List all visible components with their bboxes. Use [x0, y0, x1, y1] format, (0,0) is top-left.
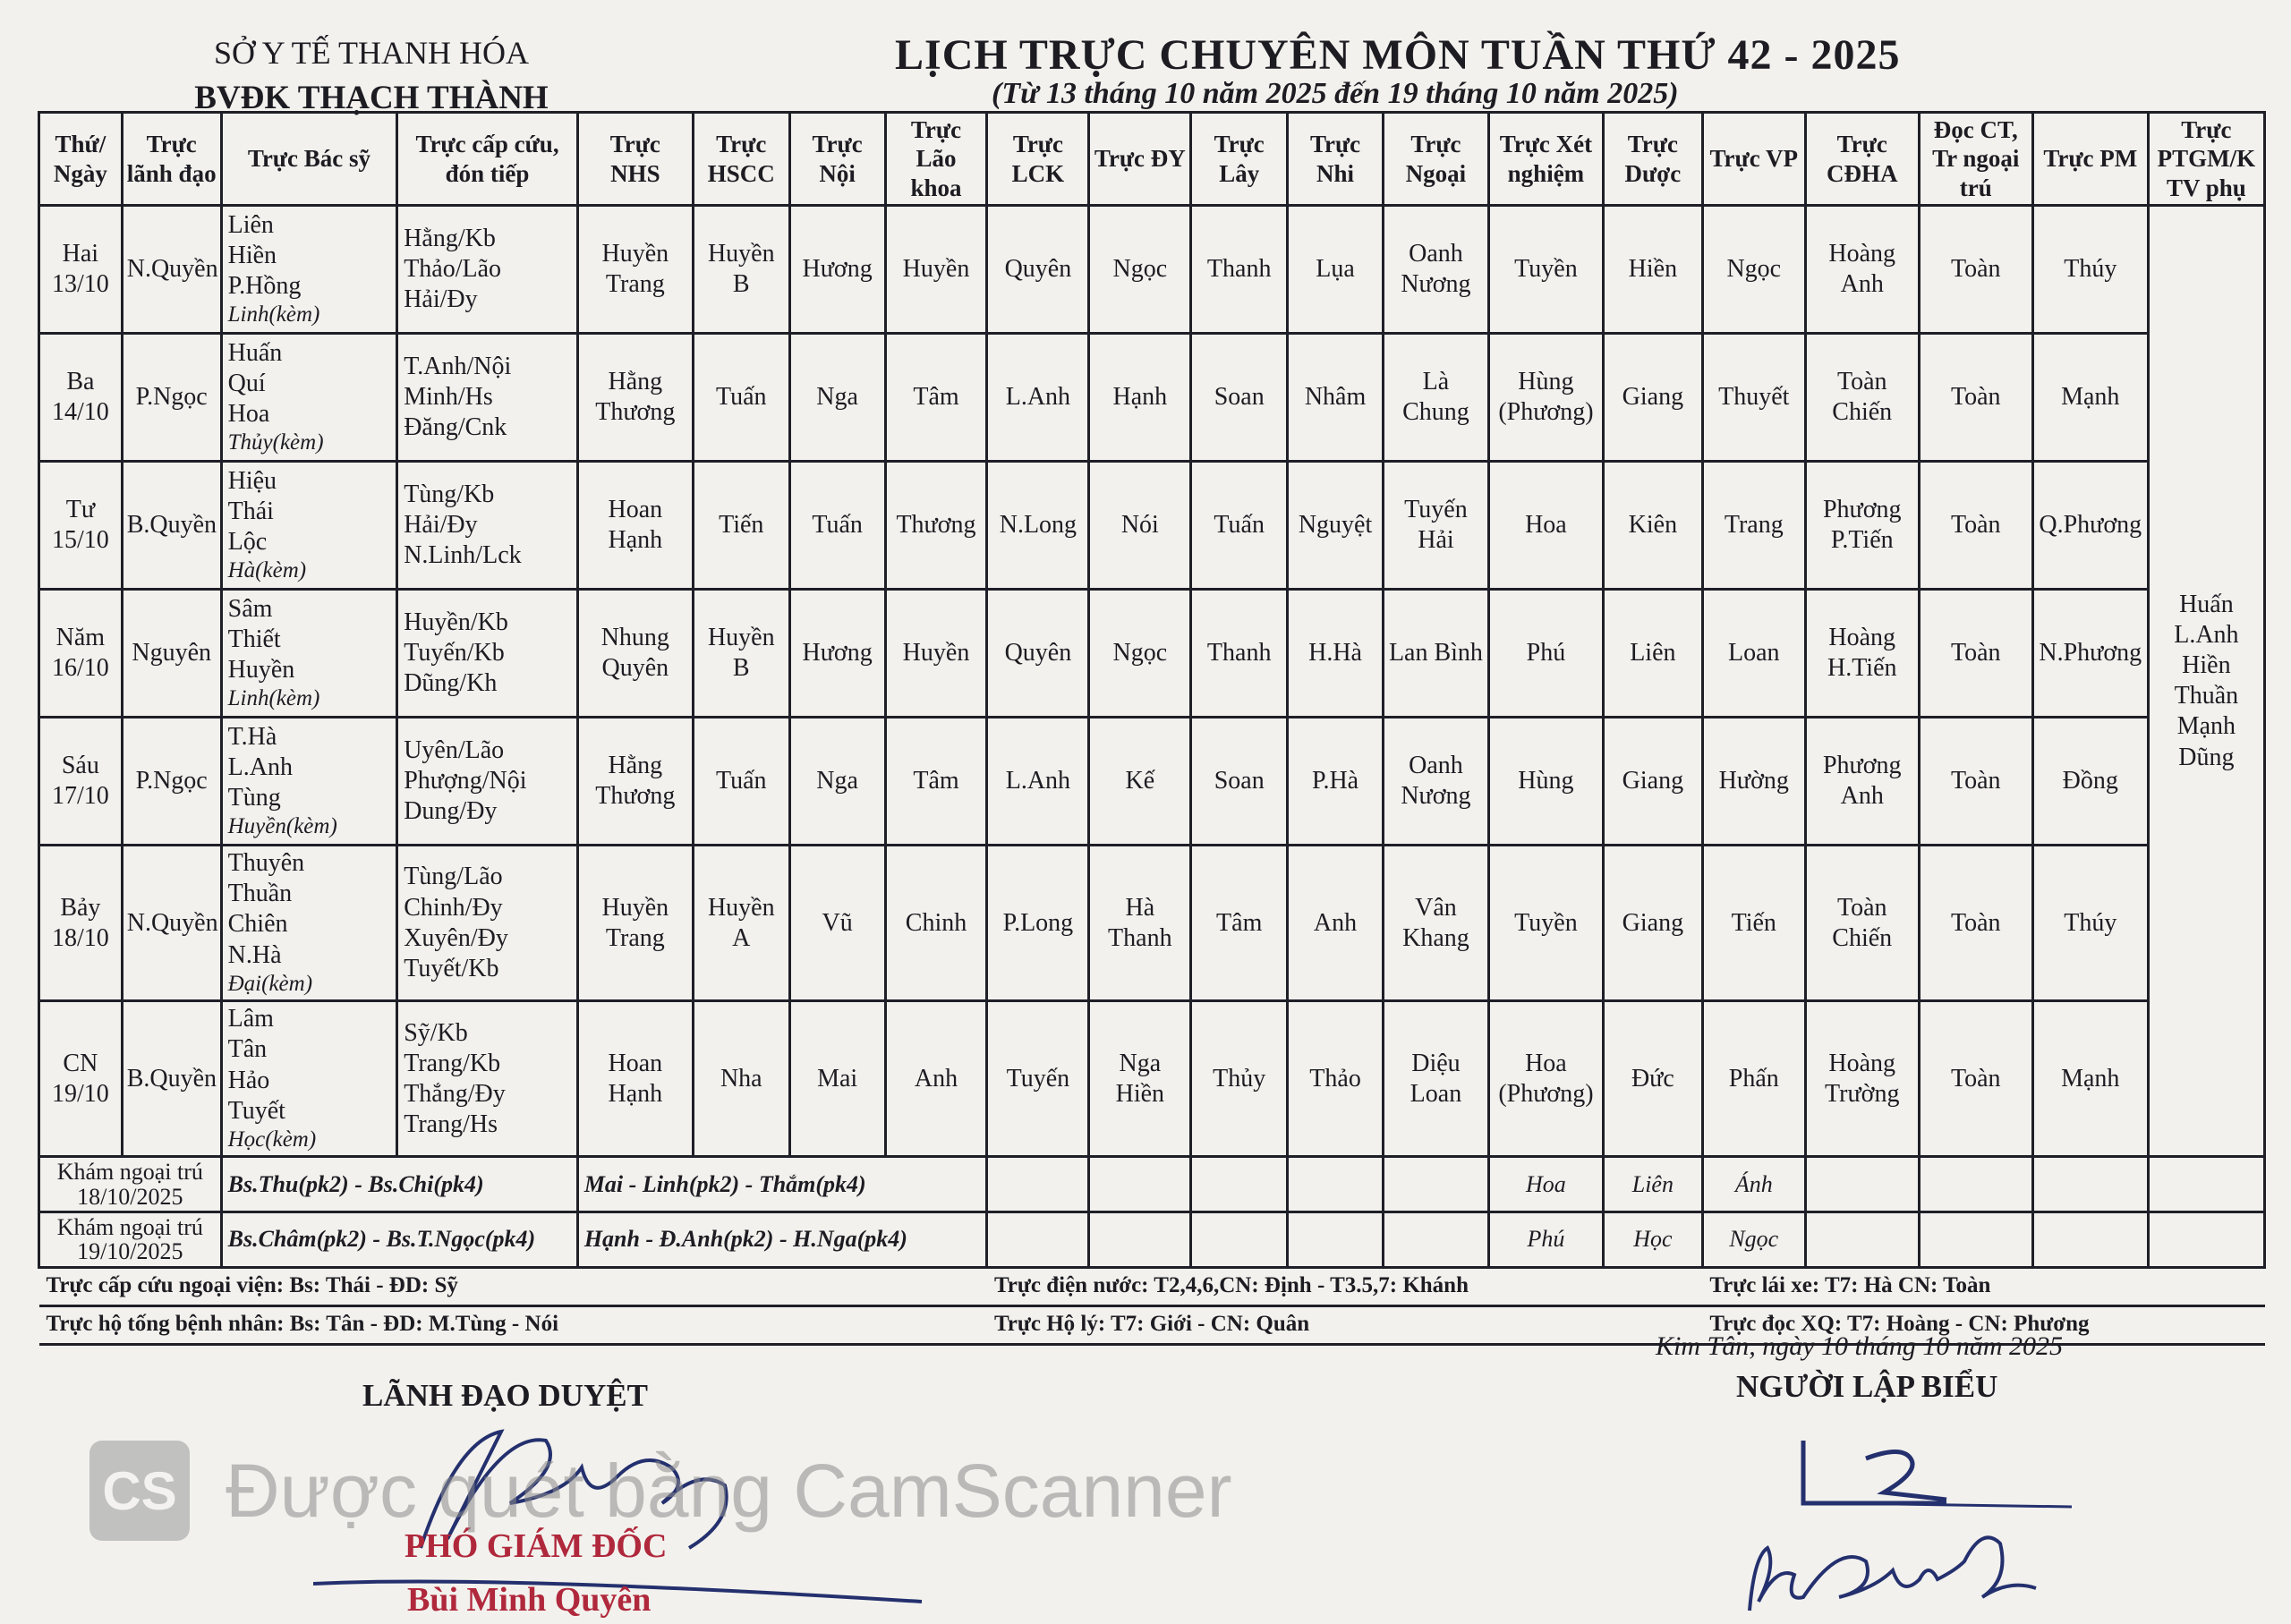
hscc-cell: Nha — [693, 1001, 789, 1157]
empty-cell — [1191, 1157, 1288, 1212]
doctor-name: N.Hà — [227, 940, 282, 969]
emergency-name: Dũng/Kh — [404, 669, 498, 698]
emergency-name: Chinh/Đy — [404, 893, 503, 922]
pm-cell: Đồng — [2032, 718, 2148, 846]
outpatient-vp: Ánh — [1702, 1157, 1805, 1212]
pm-cell: Thúy — [2032, 206, 2148, 334]
lck-cell: Quyên — [987, 590, 1089, 718]
leader-cell: B.Quyền — [122, 1001, 221, 1157]
noi-cell: Nga — [789, 718, 885, 846]
doctor-name: Thuần — [227, 880, 293, 908]
day-date: 15/10 — [51, 526, 109, 555]
nhi-cell: H.Hà — [1288, 590, 1384, 718]
pm-cell: Mạnh — [2032, 334, 2148, 462]
table-row — [39, 1001, 2265, 1157]
column-header: Trực lãnh đạo — [122, 113, 221, 206]
doctor-name: Hoa — [227, 400, 270, 428]
laokhoa-cell: Huyền — [885, 590, 987, 718]
outpatient-duoc: Học — [1603, 1212, 1702, 1268]
preparer-title: NGƯỜI LẬP BIỂU — [1736, 1369, 1998, 1404]
outpatient-nurses: Mai - Linh(pk2) - Thắm(pk4) — [577, 1157, 987, 1212]
vp-cell: Thuyết — [1702, 334, 1805, 462]
column-header: Trực Bác sỹ — [221, 113, 397, 206]
outpatient-xetnghiem: Phú — [1488, 1212, 1603, 1268]
doctor-cell — [221, 462, 397, 590]
column-header: Trực LCK — [987, 113, 1089, 206]
hscc-cell: Tiến — [693, 462, 789, 590]
vp-cell: Phấn — [1702, 1001, 1805, 1157]
emergency-name: Xuyên/Đy — [404, 923, 508, 952]
day-name: Ba — [66, 368, 95, 396]
day-cell — [39, 590, 123, 718]
xetnghiem-cell: Tuyền — [1488, 206, 1603, 334]
column-header: Trực ĐY — [1089, 113, 1191, 206]
laokhoa-cell: Chinh — [885, 846, 987, 1001]
hscc-cell: Tuấn — [693, 718, 789, 846]
ngoai-cell: Tuyến Hải — [1383, 462, 1488, 590]
empty-cell — [1805, 1157, 1919, 1212]
empty-cell — [1288, 1212, 1384, 1268]
day-cell — [39, 1001, 123, 1157]
outpatient-nurses: Hạnh - Đ.Anh(pk2) - H.Nga(pk4) — [577, 1212, 987, 1268]
preparer-signature — [1732, 1432, 2143, 1624]
emergency-name: Huyền/Kb — [404, 608, 508, 636]
emergency-name: Hải/Đy — [404, 285, 478, 314]
doctor-cell — [221, 846, 397, 1001]
lay-cell: Tuấn — [1191, 462, 1288, 590]
day-date: 18/10 — [51, 923, 109, 952]
duoc-cell: Giang — [1603, 334, 1702, 462]
empty-cell — [2032, 1157, 2148, 1212]
footer-right: Trực đọc XQ: T7: Hoàng - CN: Phương — [1702, 1305, 2264, 1344]
ct-cell: Toàn — [1919, 846, 2032, 1001]
dy-cell: Ngọc — [1089, 590, 1191, 718]
noi-cell: Mai — [789, 1001, 885, 1157]
nhs-cell: Hoan Hạnh — [577, 1001, 693, 1157]
empty-cell — [987, 1212, 1089, 1268]
cdha-cell: Phương Anh — [1805, 718, 1919, 846]
outpatient-label: Khám ngoại trú 18/10/2025 — [39, 1157, 222, 1212]
lck-cell: Quyên — [987, 206, 1089, 334]
ptgm-cell: Huấn L.Anh Hiền Thuần Mạnh Dũng — [2148, 206, 2264, 1157]
ngoai-cell: Là Chung — [1383, 334, 1488, 462]
empty-cell — [2032, 1212, 2148, 1268]
hospital-name: BVĐK THẠCH THÀNH — [194, 80, 549, 116]
doctor-name: Thiết — [227, 625, 281, 653]
doctor-name: Quí — [227, 369, 266, 397]
day-name: Sáu — [61, 752, 99, 780]
vp-cell: Loan — [1702, 590, 1805, 718]
header-row — [39, 113, 2265, 206]
empty-cell — [1089, 1157, 1191, 1212]
doctor-trainee: Linh(kèm) — [227, 302, 320, 327]
doctor-name: Huấn — [227, 338, 283, 367]
nhi-cell: Anh — [1288, 846, 1384, 1001]
doctor-name: Hảo — [227, 1066, 270, 1094]
camscanner-watermark — [89, 1441, 1232, 1541]
doctor-trainee: Đại(kèm) — [227, 971, 313, 996]
xetnghiem-cell: Hùng — [1488, 718, 1603, 846]
doctor-trainee: Linh(kèm) — [227, 686, 320, 711]
doctor-trainee: Huyền(kèm) — [227, 814, 337, 839]
emergency-cell — [397, 462, 578, 590]
doctor-name: Huyền — [227, 656, 295, 684]
table-row — [39, 718, 2265, 846]
dy-cell: Ngọc — [1089, 206, 1191, 334]
duty-roster-table — [38, 111, 2266, 1346]
pm-cell: Q.Phương — [2032, 462, 2148, 590]
emergency-name: Tùng/Lão — [404, 863, 503, 891]
ngoai-cell: Diệu Loan — [1383, 1001, 1488, 1157]
lck-cell: P.Long — [987, 846, 1089, 1001]
doctor-cell — [221, 718, 397, 846]
emergency-name: Đăng/Cnk — [404, 413, 507, 442]
cdha-cell: Hoàng Trường — [1805, 1001, 1919, 1157]
column-header: Trực VP — [1702, 113, 1805, 206]
laokhoa-cell: Thương — [885, 462, 987, 590]
day-date: 16/10 — [51, 654, 109, 683]
empty-cell — [1805, 1212, 1919, 1268]
table-row — [39, 846, 2265, 1001]
column-header: Trực PM — [2032, 113, 2148, 206]
emergency-name: Phượng/Nội — [404, 767, 527, 795]
ct-cell: Toàn — [1919, 1001, 2032, 1157]
emergency-cell — [397, 718, 578, 846]
hscc-cell: Huyền A — [693, 846, 789, 1001]
dy-cell: Hạnh — [1089, 334, 1191, 462]
dy-cell: Nga Hiền — [1089, 1001, 1191, 1157]
emergency-cell — [397, 334, 578, 462]
column-header: Thứ/ Ngày — [39, 113, 123, 206]
emergency-name: Hằng/Kb — [404, 224, 496, 252]
ct-cell: Toàn — [1919, 718, 2032, 846]
emergency-cell — [397, 206, 578, 334]
nhi-cell: P.Hà — [1288, 718, 1384, 846]
empty-cell — [1383, 1157, 1488, 1212]
lck-cell: L.Anh — [987, 718, 1089, 846]
emergency-name: Uyên/Lão — [404, 735, 505, 764]
laokhoa-cell: Huyền — [885, 206, 987, 334]
doctor-name: L.Anh — [227, 752, 293, 781]
empty-cell — [1191, 1212, 1288, 1268]
column-header: Trực Ngoại — [1383, 113, 1488, 206]
column-header: Đọc CT, Tr ngoại trú — [1919, 113, 2032, 206]
laokhoa-cell: Anh — [885, 1001, 987, 1157]
department-name: SỞ Y TẾ THANH HÓA — [213, 35, 529, 71]
emergency-name: Sỹ/Kb — [404, 1018, 468, 1047]
hscc-cell: Huyền B — [693, 590, 789, 718]
lay-cell: Thủy — [1191, 1001, 1288, 1157]
cdha-cell: Hoàng H.Tiến — [1805, 590, 1919, 718]
day-cell — [39, 846, 123, 1001]
outpatient-doctors: Bs.Thu(pk2) - Bs.Chi(pk4) — [221, 1157, 577, 1212]
day-name: Năm — [55, 624, 106, 652]
emergency-name: Thảo/Lão — [404, 255, 502, 284]
laokhoa-cell: Tâm — [885, 334, 987, 462]
emergency-name: Tùng/Kb — [404, 480, 495, 508]
lay-cell: Soan — [1191, 334, 1288, 462]
ngoai-cell: Vân Khang — [1383, 846, 1488, 1001]
doctor-trainee: Thủy(kèm) — [227, 430, 324, 455]
noi-cell: Hương — [789, 206, 885, 334]
duoc-cell: Liên — [1603, 590, 1702, 718]
doctor-cell — [221, 206, 397, 334]
ct-cell: Toàn — [1919, 206, 2032, 334]
column-header: Trực Dược — [1603, 113, 1702, 206]
table-row — [39, 206, 2265, 334]
ct-cell: Toàn — [1919, 334, 2032, 462]
column-header: Trực HSCC — [693, 113, 789, 206]
doctor-name: Liên — [227, 210, 274, 239]
doctor-cell — [221, 590, 397, 718]
doctor-name: Lâm — [227, 1005, 274, 1033]
xetnghiem-cell: Hoa (Phương) — [1488, 1001, 1603, 1157]
doctor-name: Thái — [227, 497, 274, 525]
cdha-cell: Toàn Chiến — [1805, 846, 1919, 1001]
day-cell — [39, 334, 123, 462]
outpatient-duoc: Liên — [1603, 1157, 1702, 1212]
nhi-cell: Nhâm — [1288, 334, 1384, 462]
emergency-name: Trang/Kb — [404, 1049, 501, 1077]
empty-cell — [1919, 1157, 2032, 1212]
footer-middle: Trực điện nước: T2,4,6,CN: Định - T3.5,7: Khánh — [987, 1267, 1702, 1305]
cdha-cell: Toàn Chiến — [1805, 334, 1919, 462]
day-cell — [39, 462, 123, 590]
doctor-trainee: Hà(kèm) — [227, 558, 307, 583]
approver-position: PHÓ GIÁM ĐỐC — [405, 1527, 668, 1565]
leader-cell: P.Ngọc — [122, 718, 221, 846]
xetnghiem-cell: Tuyền — [1488, 846, 1603, 1001]
column-header: Trực NHS — [577, 113, 693, 206]
camscanner-logo-icon: CS — [89, 1441, 190, 1541]
table-row — [39, 462, 2265, 590]
day-date: 17/10 — [51, 782, 109, 811]
laokhoa-cell: Tâm — [885, 718, 987, 846]
noi-cell: Hương — [789, 590, 885, 718]
duoc-cell: Kiên — [1603, 462, 1702, 590]
emergency-name: Tuyến/Kb — [404, 639, 505, 667]
day-name: Hai — [62, 240, 99, 268]
empty-cell — [2148, 1157, 2264, 1212]
emergency-name: Hải/Đy — [404, 511, 478, 540]
noi-cell: Nga — [789, 334, 885, 462]
ngoai-cell: Oanh Nương — [1383, 718, 1488, 846]
hscc-cell: Huyền B — [693, 206, 789, 334]
emergency-cell — [397, 1001, 578, 1157]
emergency-name: N.Linh/Lck — [404, 541, 522, 570]
footer-left: Trực cấp cứu ngoại viện: Bs: Thái - ĐD: Sỹ — [39, 1267, 987, 1305]
duoc-cell: Đức — [1603, 1001, 1702, 1157]
hscc-cell: Tuấn — [693, 334, 789, 462]
doctor-name: Tùng — [227, 784, 281, 812]
table-row — [39, 590, 2265, 718]
leader-cell: N.Quyền — [122, 206, 221, 334]
day-cell — [39, 718, 123, 846]
nhi-cell: Lụa — [1288, 206, 1384, 334]
column-header: Trực CĐHA — [1805, 113, 1919, 206]
doctor-name: Lộc — [227, 528, 268, 556]
emergency-name: Tuyết/Kb — [404, 954, 499, 982]
empty-cell — [1919, 1212, 2032, 1268]
signing-date: Kim Tân, ngày 10 tháng 10 năm 2025 — [1656, 1331, 2064, 1361]
leader-cell: Nguyên — [122, 590, 221, 718]
xetnghiem-cell: Hùng (Phương) — [1488, 334, 1603, 462]
emergency-name: Thắng/Đy — [404, 1079, 506, 1108]
day-date: 19/10 — [51, 1079, 109, 1108]
day-cell — [39, 206, 123, 334]
outpatient-xetnghiem: Hoa — [1488, 1157, 1603, 1212]
day-date: 14/10 — [51, 398, 109, 427]
emergency-name: T.Anh/Nội — [404, 352, 512, 380]
pm-cell: Mạnh — [2032, 1001, 2148, 1157]
emergency-name: Trang/Hs — [404, 1110, 498, 1139]
outpatient-vp: Ngọc — [1702, 1212, 1805, 1268]
vp-cell: Trang — [1702, 462, 1805, 590]
date-range: (Từ 13 tháng 10 năm 2025 đến 19 tháng 10 năm 2025) — [992, 77, 1679, 110]
dy-cell: Nói — [1089, 462, 1191, 590]
doctor-name: P.Hồng — [227, 272, 302, 300]
nhs-cell: Nhung Quyên — [577, 590, 693, 718]
duoc-cell: Hiền — [1603, 206, 1702, 334]
cdha-cell: Phương P.Tiến — [1805, 462, 1919, 590]
ct-cell: Toàn — [1919, 462, 2032, 590]
doctor-name: Thuyên — [227, 849, 305, 878]
vp-cell: Hường — [1702, 718, 1805, 846]
footer-left: Trực hộ tống bệnh nhân: Bs: Tân - ĐD: M.Tùng - Nói — [39, 1305, 987, 1344]
emergency-name: Minh/Hs — [404, 383, 493, 412]
leader-cell: N.Quyền — [122, 846, 221, 1001]
duoc-cell: Giang — [1603, 718, 1702, 846]
doctor-name: T.Hà — [227, 722, 277, 751]
day-date: 13/10 — [51, 270, 109, 299]
table-row — [39, 334, 2265, 462]
nhs-cell: Hằng Thương — [577, 334, 693, 462]
day-name: CN — [63, 1049, 98, 1077]
doctor-trainee: Học(kèm) — [227, 1127, 317, 1152]
emergency-name: Dung/Đy — [404, 797, 498, 826]
vp-cell: Ngọc — [1702, 206, 1805, 334]
footer-right: Trực lái xe: T7: Hà CN: Toàn — [1702, 1267, 2264, 1305]
ct-cell: Toàn — [1919, 590, 2032, 718]
column-header: Trực Nhi — [1288, 113, 1384, 206]
nhs-cell: Huyền Trang — [577, 206, 693, 334]
lck-cell: Tuyến — [987, 1001, 1089, 1157]
xetnghiem-cell: Phú — [1488, 590, 1603, 718]
empty-cell — [1288, 1157, 1384, 1212]
doctor-cell — [221, 334, 397, 462]
nhs-cell: Hằng Thương — [577, 718, 693, 846]
watermark-text: Được quét bằng CamScanner — [226, 1448, 1232, 1533]
day-name: Tư — [65, 496, 95, 524]
column-header: Trực cấp cứu, đón tiếp — [397, 113, 578, 206]
noi-cell: Tuấn — [789, 462, 885, 590]
lay-cell: Thanh — [1191, 590, 1288, 718]
emergency-cell — [397, 846, 578, 1001]
empty-cell — [987, 1157, 1089, 1212]
nhi-cell: Thảo — [1288, 1001, 1384, 1157]
xetnghiem-cell: Hoa — [1488, 462, 1603, 590]
doctor-name: Hiền — [227, 241, 277, 269]
footer-middle: Trực Hộ lý: T7: Giới - CN: Quân — [987, 1305, 1702, 1344]
column-header: Trực Lão khoa — [885, 113, 987, 206]
approver-name: Bùi Minh Quyên — [407, 1581, 652, 1619]
empty-cell — [2148, 1212, 2264, 1268]
column-header: Trực Xét nghiệm — [1488, 113, 1603, 206]
doctor-name: Tuyết — [227, 1096, 285, 1125]
lay-cell: Soan — [1191, 718, 1288, 846]
empty-cell — [1383, 1212, 1488, 1268]
lay-cell: Tâm — [1191, 846, 1288, 1001]
outpatient-row — [39, 1157, 2265, 1212]
noi-cell: Vũ — [789, 846, 885, 1001]
cdha-cell: Hoàng Anh — [1805, 206, 1919, 334]
lck-cell: N.Long — [987, 462, 1089, 590]
leader-cell: P.Ngọc — [122, 334, 221, 462]
dy-cell: Hà Thanh — [1089, 846, 1191, 1001]
lay-cell: Thanh — [1191, 206, 1288, 334]
doctor-name: Tân — [227, 1035, 268, 1064]
outpatient-row — [39, 1212, 2265, 1268]
approval-title: LÃNH ĐẠO DUYỆT — [362, 1378, 648, 1413]
column-header: Trực PTGM/K TV phụ — [2148, 113, 2264, 206]
outpatient-doctors: Bs.Châm(pk2) - Bs.T.Ngọc(pk4) — [221, 1212, 577, 1268]
doctor-name: Sâm — [227, 594, 273, 623]
column-header: Trực Nội — [789, 113, 885, 206]
column-header: Trực Lây — [1191, 113, 1288, 206]
pm-cell: N.Phương — [2032, 590, 2148, 718]
outpatient-label: Khám ngoại trú 19/10/2025 — [39, 1212, 222, 1268]
doctor-cell — [221, 1001, 397, 1157]
day-name: Bảy — [60, 893, 101, 922]
empty-cell — [1089, 1212, 1191, 1268]
nhs-cell: Hoan Hạnh — [577, 462, 693, 590]
nhs-cell: Huyền Trang — [577, 846, 693, 1001]
doctor-name: Chiên — [227, 910, 288, 939]
ngoai-cell: Lan Bình — [1383, 590, 1488, 718]
leader-cell: B.Quyền — [122, 462, 221, 590]
page-title: LỊCH TRỰC CHUYÊN MÔN TUẦN THỨ 42 - 2025 — [895, 31, 1901, 79]
doctor-name: Hiệu — [227, 466, 277, 495]
footer-row — [39, 1267, 2265, 1305]
vp-cell: Tiến — [1702, 846, 1805, 1001]
duoc-cell: Giang — [1603, 846, 1702, 1001]
ngoai-cell: Oanh Nương — [1383, 206, 1488, 334]
lck-cell: L.Anh — [987, 334, 1089, 462]
emergency-cell — [397, 590, 578, 718]
nhi-cell: Nguyệt — [1288, 462, 1384, 590]
dy-cell: Kế — [1089, 718, 1191, 846]
pm-cell: Thúy — [2032, 846, 2148, 1001]
